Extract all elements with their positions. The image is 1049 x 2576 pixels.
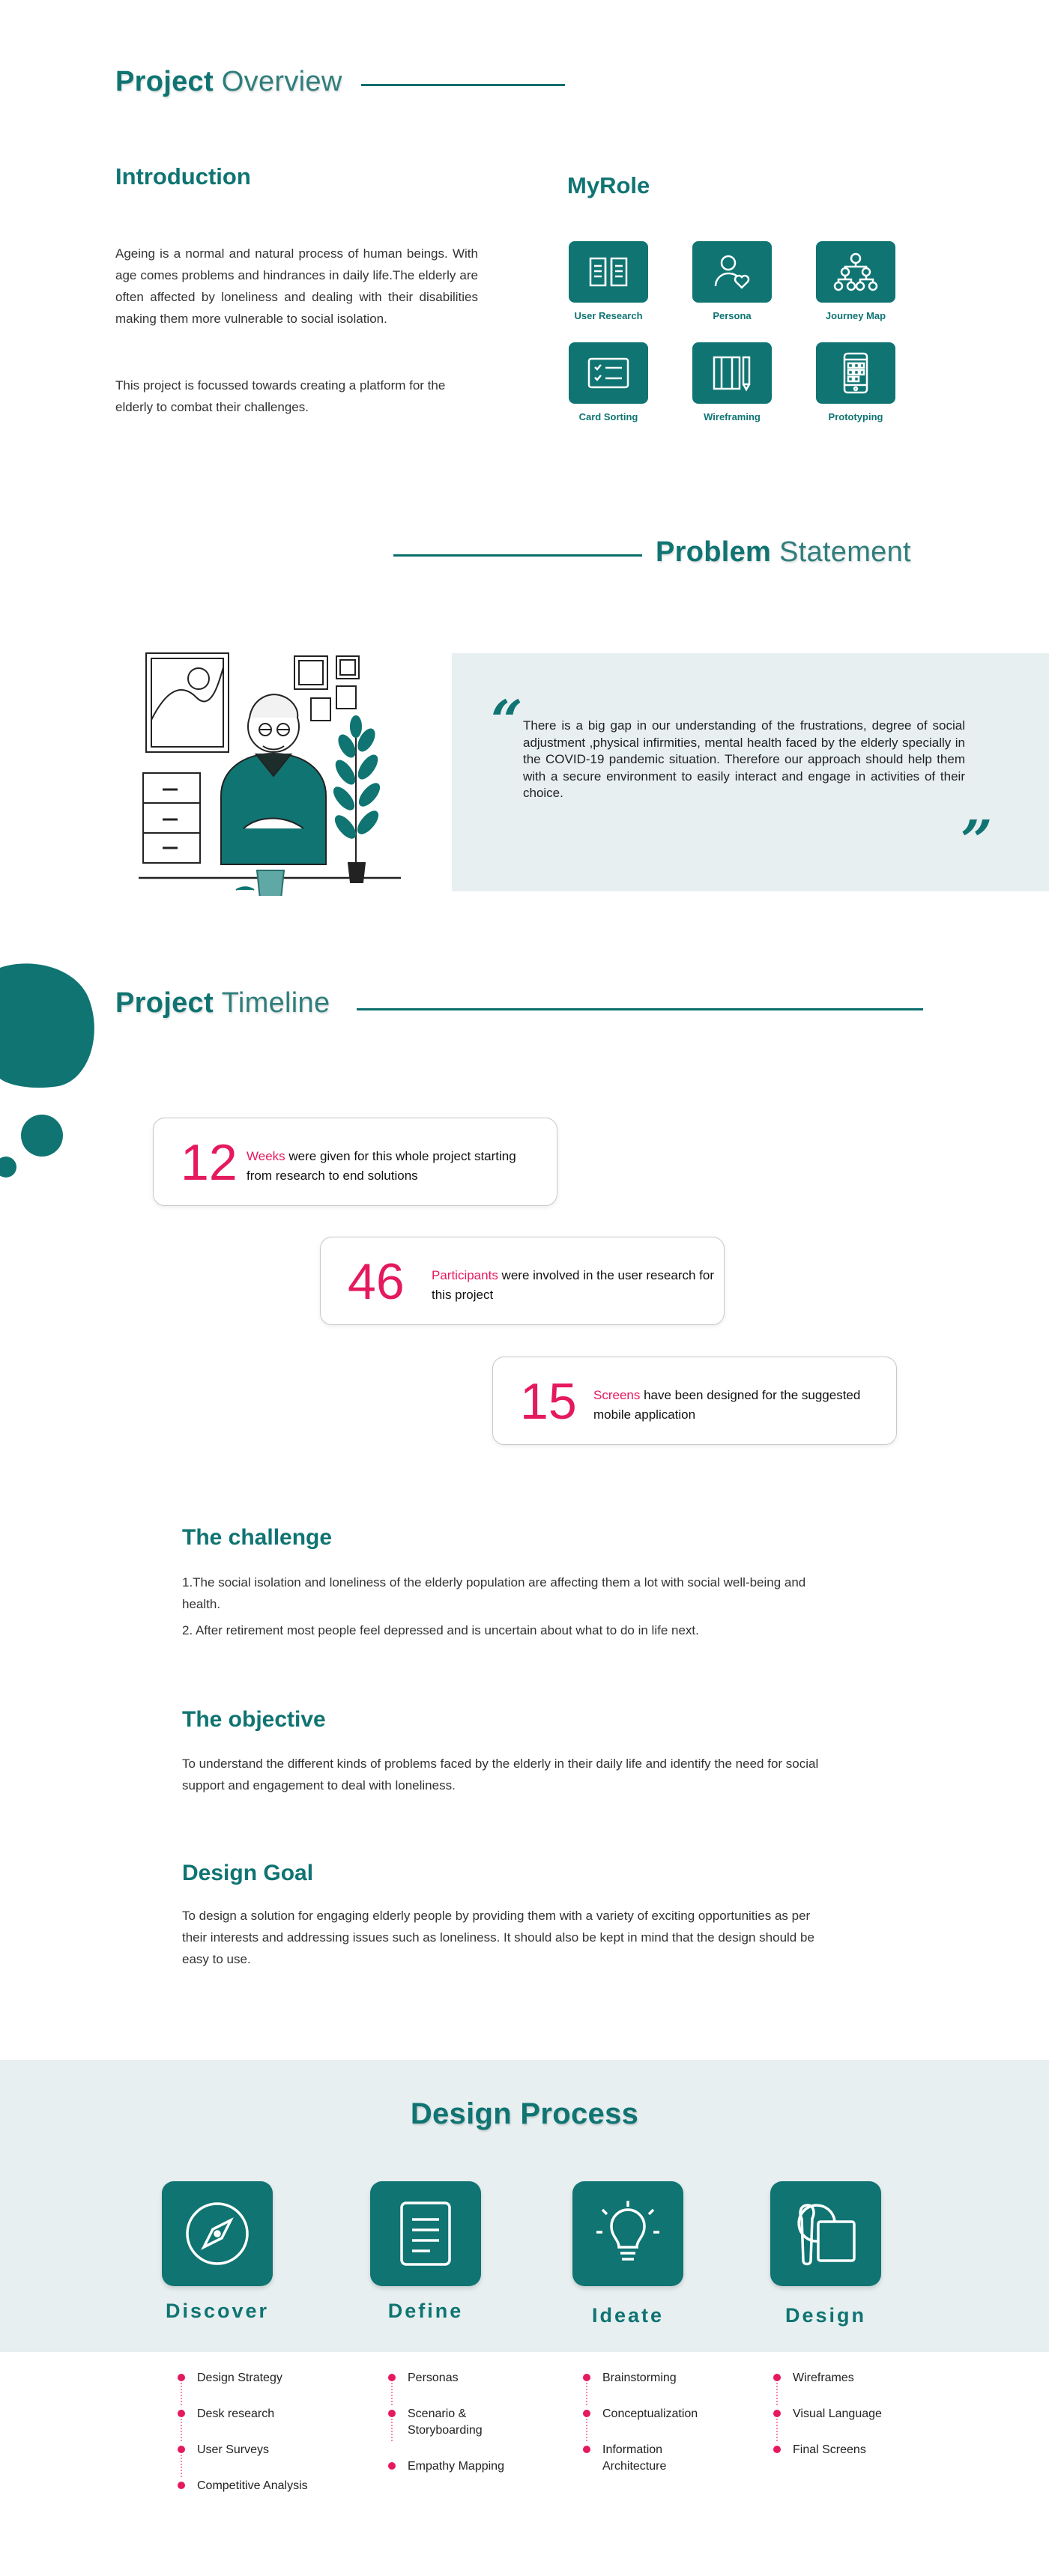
overview-title-a: Project xyxy=(115,66,214,97)
role-user-research xyxy=(567,241,650,321)
problem-title-a: Problem xyxy=(656,536,772,568)
overview-title-b: Overview xyxy=(221,66,342,97)
role-label: Persona xyxy=(713,310,752,321)
stat-text xyxy=(593,1386,886,1425)
wireframe-icon xyxy=(692,342,772,404)
phone-icon xyxy=(816,342,895,404)
role-card-sorting xyxy=(567,342,650,422)
checklist-icon xyxy=(569,342,648,404)
goal-paragraph: To design a solution for engaging elderly people by providing them with a variety of exciting opportunities as per their interests and addressing issues such as loneliness. It should also be kept in mind that the design should be easy to use. xyxy=(182,1909,814,1966)
goal-heading: Design Goal xyxy=(182,1861,314,1885)
problem-quote-text: There is a big gap in our understanding of the frustrations, degree of social adjustment ,physical infirmities, mental health faced by the elderly specially in the COVID-19 pandemic situation. Therefore our approach should help them with a secure environment to easily interact and engage in activities of their choice. xyxy=(523,718,965,800)
discover-steps xyxy=(178,2370,350,2514)
stat-text xyxy=(247,1147,539,1186)
open-quote-icon: “ xyxy=(491,689,523,754)
stat-number: 12 xyxy=(181,1134,238,1191)
overview-title xyxy=(115,66,342,98)
stat-rest: were given for this whole project starting from research to end solutions xyxy=(247,1149,516,1183)
role-label: User Research xyxy=(574,310,643,321)
phase-ideate xyxy=(560,2181,695,2327)
timeline-title xyxy=(115,987,330,1019)
elderly-man-illustration xyxy=(131,649,408,896)
intro-paragraph-2: This project is focussed towards creating a platform for the elderly to combat their challenges. xyxy=(115,378,446,414)
role-journey-map xyxy=(814,241,897,321)
role-persona xyxy=(691,241,773,321)
sitemap-icon xyxy=(816,241,895,303)
role-label: Card Sorting xyxy=(578,411,638,422)
role-label: Journey Map xyxy=(825,310,886,321)
phase-name: Ideate xyxy=(591,2304,665,2327)
stat-text xyxy=(432,1266,724,1305)
intro-heading: Introduction xyxy=(115,163,251,190)
stat-card-weeks xyxy=(153,1118,557,1206)
phase-define xyxy=(358,2181,493,2323)
stat-highlight: Weeks xyxy=(247,1149,285,1163)
objective-paragraph: To understand the different kinds of problems faced by the elderly in their daily life and identify the need for social support and engagement to deal with loneliness. xyxy=(182,1757,819,1792)
step-item: Competitive Analysis xyxy=(178,2478,350,2494)
stat-highlight: Participants xyxy=(432,1268,498,1282)
stat-rest: were involved in the user research for this project xyxy=(432,1268,715,1302)
stat-number: 46 xyxy=(348,1253,405,1310)
step-item: Desk research xyxy=(178,2406,350,2422)
role-label: Prototyping xyxy=(828,411,883,422)
design-process-title: Design Process xyxy=(410,2097,639,2130)
decorative-blob xyxy=(0,959,105,1184)
document-icon xyxy=(370,2181,481,2286)
challenge-paragraph-2: 2. After retirement most people feel depressed and is uncertain about what to do in life next. xyxy=(182,1623,699,1637)
timeline-title-b: Timeline xyxy=(221,987,330,1019)
design-steps xyxy=(773,2370,923,2478)
phase-name: Discover xyxy=(165,2300,270,2322)
role-label: Wireframing xyxy=(704,411,761,422)
phase-name: Define xyxy=(387,2300,464,2322)
timeline-title-line xyxy=(357,1008,923,1010)
objective-heading: The objective xyxy=(182,1707,326,1732)
phase-design xyxy=(758,2181,893,2327)
role-prototyping xyxy=(814,342,897,422)
ideate-steps xyxy=(583,2370,733,2494)
close-quote-icon: ” xyxy=(961,809,993,873)
define-steps xyxy=(388,2370,538,2494)
problem-title-b: Statement xyxy=(779,536,911,568)
stat-highlight: Screens xyxy=(593,1388,641,1402)
brush-icon xyxy=(770,2181,881,2286)
stat-rest: have been designed for the suggested mobile application xyxy=(593,1388,861,1422)
step-item: Personas xyxy=(388,2370,538,2386)
step-item: Design Strategy xyxy=(178,2370,350,2386)
challenge-heading: The challenge xyxy=(182,1525,333,1550)
role-wireframing xyxy=(691,342,773,422)
stat-card-participants xyxy=(320,1237,725,1325)
challenge-paragraph-1: 1.The social isolation and loneliness of the elderly population are affecting them a lot with social well-being and health. xyxy=(182,1575,806,1611)
stat-card-screens xyxy=(492,1357,897,1445)
stat-number: 15 xyxy=(520,1373,577,1430)
persona-icon xyxy=(692,241,772,303)
book-icon xyxy=(569,241,648,303)
role-heading: MyRole xyxy=(567,172,650,198)
problem-title-line xyxy=(393,554,642,557)
overview-title-line xyxy=(361,84,565,86)
step-item: Final Screens xyxy=(773,2442,923,2458)
step-item: User Surveys xyxy=(178,2442,350,2458)
phase-name: Design xyxy=(785,2304,867,2327)
step-item: Brainstorming xyxy=(583,2370,733,2386)
step-item: Wireframes xyxy=(773,2370,923,2386)
lightbulb-icon xyxy=(572,2181,683,2286)
timeline-title-a: Project xyxy=(115,987,214,1019)
phase-discover xyxy=(150,2181,285,2323)
step-item: Empathy Mapping xyxy=(388,2458,538,2475)
step-item: Conceptualization xyxy=(583,2406,733,2422)
intro-paragraph-1: Ageing is a normal and natural process of human beings. With age comes problems and hindrances in daily life.The elderly are often affected by loneliness and dealing with their disabilities making them more vulnerable to social isolation. xyxy=(115,246,478,326)
step-item: Information Architecture xyxy=(583,2442,688,2475)
step-item: Visual Language xyxy=(773,2406,923,2422)
problem-title xyxy=(656,536,911,569)
step-item: Scenario & Storyboarding xyxy=(388,2406,501,2439)
compass-icon xyxy=(162,2181,273,2286)
